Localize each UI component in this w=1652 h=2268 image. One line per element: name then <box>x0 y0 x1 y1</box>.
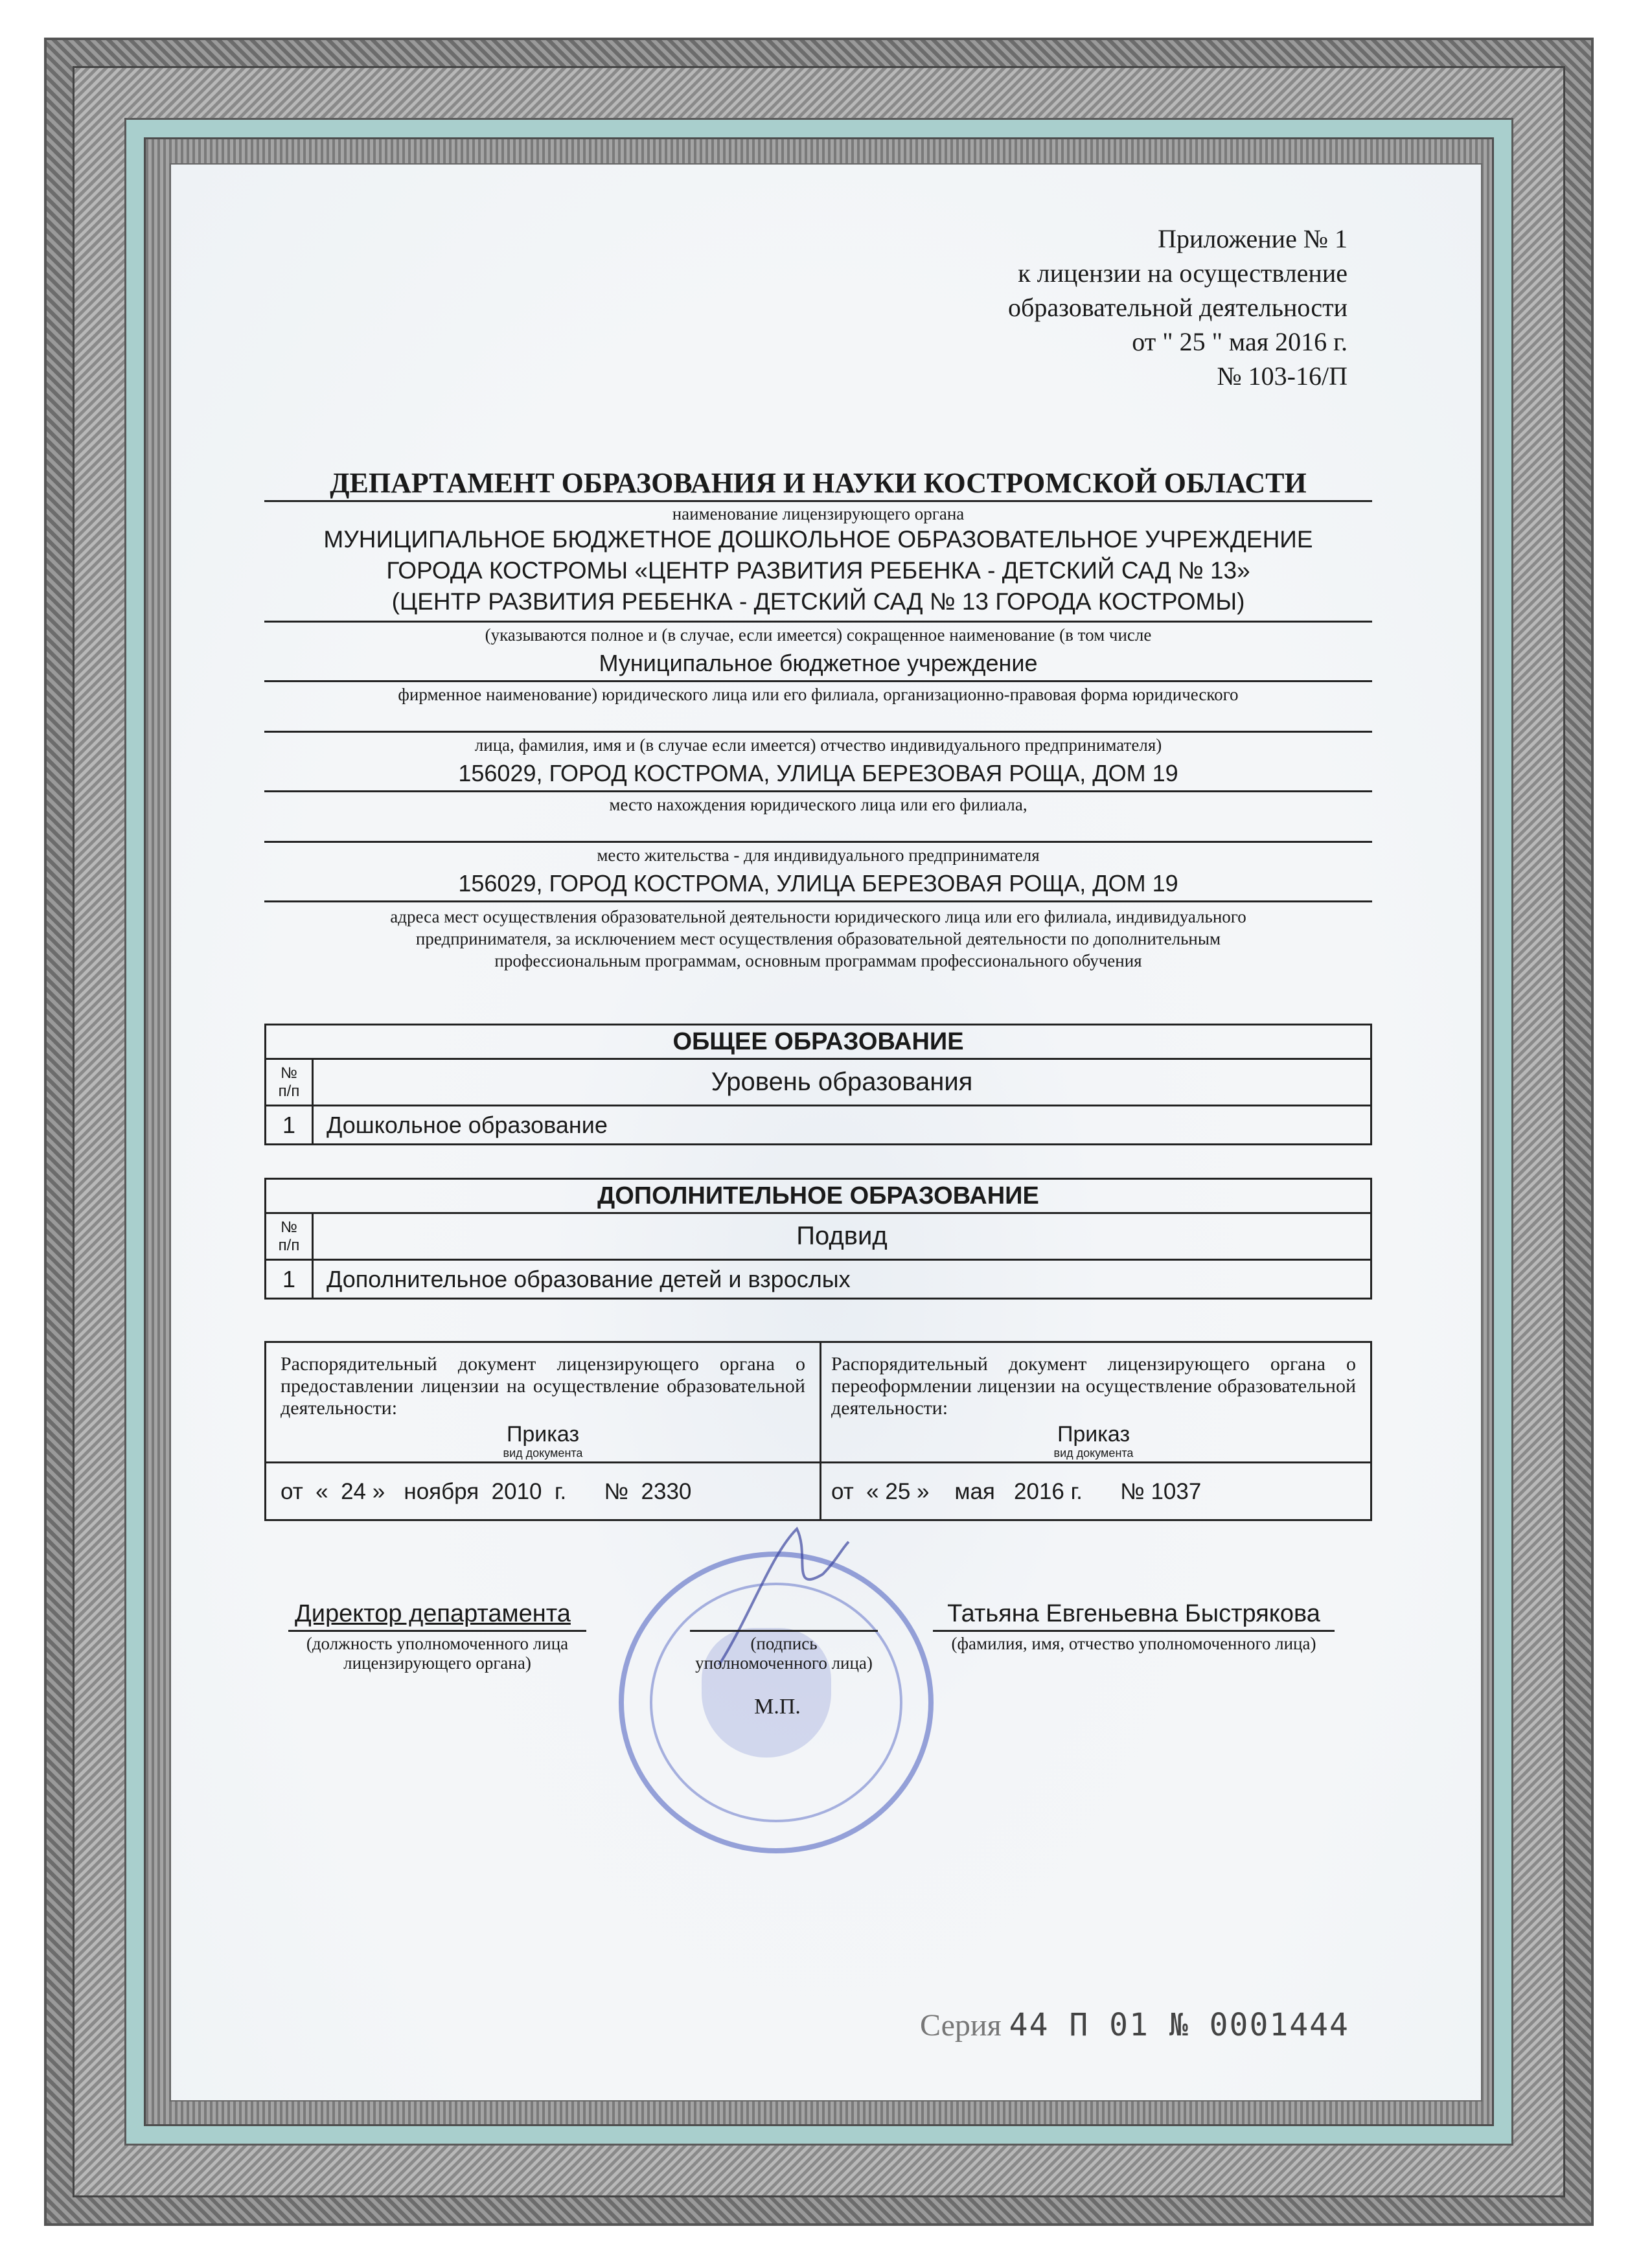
column-header-subtype: Подвид <box>313 1213 1371 1260</box>
signature-line <box>690 1630 878 1632</box>
signature-caption-line-1: (подпись <box>750 1634 818 1653</box>
row-value: Дополнительное образование детей и взрослых <box>313 1260 1371 1299</box>
divider <box>288 1630 586 1632</box>
np-label: № <box>281 1064 297 1082</box>
appendix-line-5: № 103-16/П <box>1217 361 1348 391</box>
caption-location: место нахождения юридического лица или его филиала, <box>609 795 1027 814</box>
appendix-line-4: от " 25 " мая 2016 г. <box>1132 327 1348 356</box>
licensee-full-name-2: ГОРОДА КОСТРОМЫ «ЦЕНТР РАЗВИТИЯ РЕБЕНКА - ДЕТСКИЙ САД № 13» <box>386 557 1250 584</box>
caption-activity-line-3: профессиональным программам, основным программам профессионального обучения <box>494 951 1142 970</box>
table-row <box>266 1106 1371 1145</box>
row-value: Дошкольное образование <box>313 1106 1371 1145</box>
signer-name: Татьяна Евгеньевна Быстрякова <box>947 1600 1320 1627</box>
activity-address: 156029, ГОРОД КОСТРОМА, УЛИЦА БЕРЕЗОВАЯ РОЩА, ДОМ 19 <box>458 870 1178 897</box>
document-type: Приказ <box>506 1422 580 1447</box>
position-caption <box>288 1634 586 1673</box>
series-label: Серия <box>920 2008 1002 2043</box>
signature-caption <box>667 1634 901 1673</box>
licensee-location: 156029, ГОРОД КОСТРОМА, УЛИЦА БЕРЕЗОВАЯ РОЩА, ДОМ 19 <box>458 760 1178 786</box>
form-series <box>920 2007 1349 2043</box>
additional-education-title: ДОПОЛНИТЕЛЬНОЕ ОБРАЗОВАНИЕ <box>266 1179 1371 1213</box>
document-description: Распорядительный документ лицензирующего органа о переоформлении лицензии на осуществление образовательной деятельности: <box>831 1353 1356 1419</box>
divider <box>266 1461 820 1463</box>
row-number: 1 <box>266 1260 313 1299</box>
row-number: 1 <box>266 1106 313 1145</box>
document-description: Распорядительный документ лицензирующего органа о предоставлении лицензии на осуществление образовательной деятельности: <box>281 1353 805 1419</box>
authority-caption: наименование лицензирующего органа <box>672 504 965 523</box>
appendix-line-3: образовательной деятельности <box>1008 293 1348 322</box>
caption-residence: место жительства - для индивидуального предпринимателя <box>597 845 1040 865</box>
np-label: п/п <box>278 1082 300 1100</box>
administrative-documents <box>264 1341 1372 1521</box>
document-type: Приказ <box>1057 1422 1130 1447</box>
np-header <box>266 1059 313 1106</box>
appendix-header <box>894 222 1348 393</box>
signer-position: Директор департамента <box>295 1600 571 1627</box>
divider <box>264 680 1372 682</box>
np-label: п/п <box>278 1236 300 1254</box>
caption-activity-addresses <box>264 906 1372 972</box>
document-date-number: от « 25 » мая 2016 г. № 1037 <box>831 1479 1202 1504</box>
signature-caption-line-2: уполномоченного лица) <box>695 1653 873 1673</box>
table-row <box>266 1260 1371 1299</box>
caption-names: (указываются полное и (в случае, если имеется) сокращенное наименование (в том числе <box>485 625 1152 645</box>
divider <box>933 1630 1335 1632</box>
document-reissuance <box>817 1343 1370 1519</box>
np-label: № <box>281 1218 297 1236</box>
divider <box>264 841 1372 843</box>
divider <box>817 1461 1370 1463</box>
position-caption-line-2: лицензирующего органа) <box>343 1653 531 1673</box>
additional-education-table <box>264 1178 1372 1300</box>
divider <box>264 621 1372 623</box>
licensee-full-name-1: МУНИЦИПАЛЬНОЕ БЮДЖЕТНОЕ ДОШКОЛЬНОЕ ОБРАЗОВАТЕЛЬНОЕ УЧРЕЖДЕНИЕ <box>323 526 1313 553</box>
caption-entrepreneur: лица, фамилия, имя и (в случае если имеется) отчество индивидуального предпринимателя) <box>474 735 1162 755</box>
position-caption-line-1: (должность уполномоченного лица <box>306 1634 569 1653</box>
licensee-legal-form: Муниципальное бюджетное учреждение <box>599 650 1038 676</box>
general-education-table <box>264 1024 1372 1145</box>
np-header <box>266 1213 313 1260</box>
general-education-title: ОБЩЕЕ ОБРАЗОВАНИЕ <box>266 1025 1371 1059</box>
divider <box>264 500 1372 502</box>
divider <box>264 731 1372 733</box>
series-number: 44 П 01 № 0001444 <box>1009 2007 1349 2043</box>
document-type-caption: вид документа <box>503 1447 583 1460</box>
divider <box>264 790 1372 792</box>
caption-activity-line-2: предпринимателя, за исключением мест осуществления образовательной деятельности по дополнительным <box>415 929 1221 948</box>
document-type-caption: вид документа <box>1053 1447 1134 1460</box>
appendix-line-1: Приложение № 1 <box>1158 224 1348 253</box>
stamp-place-label: М.П. <box>754 1695 801 1719</box>
caption-activity-line-1: адреса мест осуществления образовательной деятельности юридического лица или его филиала, индивидуального <box>390 907 1246 926</box>
caption-legal-form: фирменное наименование) юридического лица или его филиала, организационно-правовая форма юридического <box>398 685 1239 704</box>
name-caption: (фамилия, имя, отчество уполномоченного лица) <box>951 1634 1316 1653</box>
document-date-number: от « 24 » ноября 2010 г. № 2330 <box>281 1479 692 1504</box>
document-issuance <box>266 1343 821 1519</box>
authority-name: ДЕПАРТАМЕНТ ОБРАЗОВАНИЯ И НАУКИ КОСТРОМСКОЙ ОБЛАСТИ <box>330 467 1307 499</box>
column-header-level: Уровень образования <box>313 1059 1371 1106</box>
divider <box>264 900 1372 902</box>
licensee-short-name: (ЦЕНТР РАЗВИТИЯ РЕБЕНКА - ДЕТСКИЙ САД № 13 ГОРОДА КОСТРОМЫ) <box>391 588 1245 615</box>
appendix-line-2: к лицензии на осуществление <box>1018 258 1348 288</box>
